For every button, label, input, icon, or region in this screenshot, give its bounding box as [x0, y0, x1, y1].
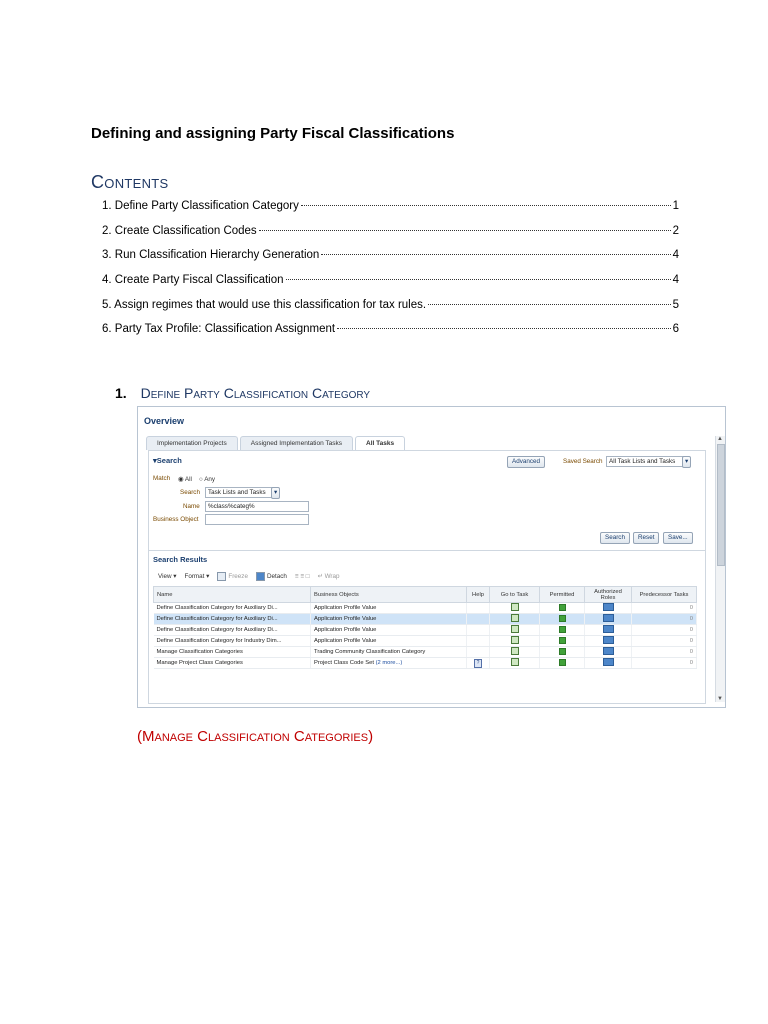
col-help[interactable]: Help: [467, 587, 490, 603]
collapse-icon: ▾: [153, 456, 157, 465]
name-label: Name: [183, 503, 200, 510]
go-to-task-cell[interactable]: [490, 658, 540, 669]
detach-button[interactable]: Detach: [256, 572, 287, 581]
permitted-cell: [540, 603, 585, 614]
col-authorized-roles[interactable]: Authorized Roles: [585, 587, 632, 603]
permitted-cell: [540, 614, 585, 625]
business-object-cell: Application Profile Value: [311, 603, 467, 614]
predecessor-tasks-cell: 0: [632, 647, 697, 658]
toc-entry[interactable]: [102, 323, 679, 348]
authorized-roles-cell[interactable]: [585, 658, 632, 669]
section-number: 1.: [115, 385, 127, 401]
task-tabs: [146, 436, 407, 450]
toc-page-number: 6: [672, 323, 679, 336]
toc-leader: [428, 304, 671, 305]
view-menu[interactable]: View ▾: [158, 573, 177, 580]
section-heading: [115, 385, 370, 401]
roles-icon[interactable]: [603, 614, 614, 622]
authorized-roles-cell[interactable]: [585, 625, 632, 636]
match-all-radio[interactable]: ◉ All: [178, 476, 192, 483]
contents-heading: Contents: [91, 172, 169, 192]
go-to-task-icon[interactable]: [511, 636, 519, 644]
toc-page-number: 1: [672, 200, 679, 212]
toc-entry-title: 3. Run Classification Hierarchy Generation: [102, 249, 320, 262]
roles-icon[interactable]: [603, 603, 614, 611]
go-to-task-cell[interactable]: [490, 614, 540, 625]
authorized-roles-cell[interactable]: [585, 636, 632, 647]
screenshot-caption: (Manage Classification Categories): [137, 728, 374, 745]
tab-assigned-implementation-tasks[interactable]: Assigned Implementation Tasks: [240, 436, 353, 450]
checkmark-icon: [559, 604, 566, 611]
toc-leader: [301, 205, 671, 206]
toc-entry-title: 5. Assign regimes that would use this classification for tax rules.: [102, 298, 427, 311]
help-icon[interactable]: ?: [474, 659, 482, 668]
wrap-button[interactable]: ↵ Wrap: [317, 573, 340, 580]
table-of-contents: [102, 200, 679, 348]
embedded-screenshot: [137, 406, 726, 708]
authorized-roles-cell[interactable]: [585, 614, 632, 625]
tab-implementation-projects[interactable]: Implementation Projects: [146, 436, 238, 450]
task-name-cell[interactable]: Define Classification Category for Industry Dim...: [154, 636, 311, 647]
table-row[interactable]: [154, 658, 697, 669]
checkmark-icon: [559, 626, 566, 633]
checkmark-icon: [559, 615, 566, 622]
go-to-task-cell[interactable]: [490, 636, 540, 647]
col-name[interactable]: Name: [154, 587, 311, 603]
toc-entry-title: 6. Party Tax Profile: Classification Assignment: [102, 323, 336, 336]
roles-icon[interactable]: [603, 636, 614, 644]
business-object-input[interactable]: [205, 514, 309, 525]
toc-page-number: 2: [672, 224, 679, 237]
toc-entry-title: 1. Define Party Classification Category: [102, 200, 299, 212]
col-permitted[interactable]: Permitted: [540, 587, 585, 603]
save-button[interactable]: Save...: [663, 532, 693, 544]
toc-page-number: 4: [672, 274, 679, 287]
roles-icon[interactable]: [603, 647, 614, 655]
results-table: [153, 586, 697, 669]
help-cell: [467, 636, 490, 647]
roles-icon[interactable]: [603, 658, 614, 666]
business-object-label: Business Object: [153, 516, 199, 523]
tasks-panel: [148, 450, 706, 704]
reset-button[interactable]: Reset: [633, 532, 659, 544]
checkmark-icon: [559, 637, 566, 644]
table-row[interactable]: [154, 603, 697, 614]
toc-entry[interactable]: [102, 225, 679, 250]
saved-search-label: Saved Search: [563, 458, 603, 465]
predecessor-tasks-cell: 0: [632, 658, 697, 669]
go-to-task-icon[interactable]: [511, 625, 519, 633]
help-cell: [467, 603, 490, 614]
help-cell: [467, 647, 490, 658]
go-to-task-icon[interactable]: [511, 658, 519, 666]
go-to-task-cell[interactable]: [490, 625, 540, 636]
column-icons[interactable]: ≡ ≡ □: [294, 573, 310, 580]
business-object-cell: Trading Community Classification Category: [311, 647, 467, 658]
scroll-down-icon[interactable]: ▼: [717, 696, 723, 702]
search-type-select[interactable]: Task Lists and Tasks: [205, 487, 273, 498]
checkmark-icon: [559, 659, 566, 666]
more-link[interactable]: (2 more...): [375, 660, 403, 666]
permitted-cell: [540, 658, 585, 669]
scroll-up-icon[interactable]: ▲: [717, 436, 723, 442]
predecessor-tasks-cell: 0: [632, 636, 697, 647]
chevron-down-icon[interactable]: ▾: [682, 456, 691, 468]
table-row[interactable]: [154, 614, 697, 625]
search-results-header: Search Results: [153, 555, 208, 564]
name-input[interactable]: %class%categ%: [205, 501, 309, 512]
predecessor-tasks-cell: 0: [632, 614, 697, 625]
match-any-radio[interactable]: ○ Any: [199, 476, 216, 483]
toc-entry[interactable]: [102, 249, 679, 274]
go-to-task-icon[interactable]: [511, 614, 519, 622]
toc-entry[interactable]: [102, 274, 679, 299]
help-cell[interactable]: [467, 658, 490, 669]
help-cell: [467, 625, 490, 636]
freeze-icon: [217, 572, 226, 581]
go-to-task-icon[interactable]: [511, 603, 519, 611]
business-object-cell: Project Class Code Set (2 more...): [311, 658, 467, 669]
business-object-cell: Application Profile Value: [311, 614, 467, 625]
toc-entry[interactable]: [102, 200, 679, 225]
toc-entry[interactable]: [102, 299, 679, 324]
overview-title: Overview: [144, 416, 185, 426]
task-name-cell[interactable]: Manage Project Class Categories: [154, 658, 311, 669]
toc-leader: [321, 254, 670, 255]
toc-leader: [286, 279, 671, 280]
saved-search-select[interactable]: All Task Lists and Tasks: [606, 456, 684, 467]
permitted-cell: [540, 625, 585, 636]
col-business-objects[interactable]: Business Objects: [311, 587, 467, 603]
permitted-cell: [540, 647, 585, 658]
section-title: Define Party Classification Category: [140, 385, 371, 401]
permitted-cell: [540, 636, 585, 647]
toc-page-number: 5: [672, 298, 679, 311]
toc-entry-title: 2. Create Classification Codes: [102, 224, 257, 237]
chevron-down-icon[interactable]: ▾: [271, 487, 280, 499]
go-to-task-cell[interactable]: [490, 603, 540, 614]
table-row[interactable]: [154, 647, 697, 658]
vertical-scrollbar[interactable]: [715, 436, 725, 702]
business-object-cell: Application Profile Value: [311, 625, 467, 636]
advanced-button[interactable]: Advanced: [507, 456, 545, 468]
table-row[interactable]: [154, 636, 697, 647]
document-title: Defining and assigning Party Fiscal Classifications: [91, 125, 455, 142]
format-menu[interactable]: Format ▾: [184, 573, 210, 580]
business-object-cell: Application Profile Value: [311, 636, 467, 647]
predecessor-tasks-cell: 0: [632, 625, 697, 636]
checkmark-icon: [559, 648, 566, 655]
task-name-cell[interactable]: Define Classification Category for Auxiliary Di...: [154, 625, 311, 636]
search-section-header[interactable]: ▾Search: [153, 456, 182, 465]
search-button[interactable]: Search: [600, 532, 630, 544]
task-name-cell[interactable]: Define Classification Category for Auxiliary Di...: [154, 603, 311, 614]
freeze-button[interactable]: Freeze: [217, 572, 248, 581]
go-to-task-icon[interactable]: [511, 647, 519, 655]
col-go-to-task[interactable]: Go to Task: [490, 587, 540, 603]
toc-page-number: 4: [672, 249, 679, 262]
go-to-task-cell[interactable]: [490, 647, 540, 658]
table-row[interactable]: [154, 625, 697, 636]
predecessor-tasks-cell: 0: [632, 603, 697, 614]
task-name-cell[interactable]: Manage Classification Categories: [154, 647, 311, 658]
table-header-row: [154, 587, 697, 603]
col-predecessor-tasks[interactable]: Predecessor Tasks: [632, 587, 697, 603]
match-label: Match: [153, 475, 171, 482]
search-type-label: Search: [180, 489, 200, 496]
results-toolbar: [158, 572, 340, 581]
detach-icon: [256, 572, 265, 581]
task-name-cell[interactable]: Define Classification Category for Auxiliary Di...: [154, 614, 311, 625]
authorized-roles-cell[interactable]: [585, 647, 632, 658]
toc-leader: [337, 328, 671, 329]
divider: [149, 550, 705, 551]
toc-entry-title: 4. Create Party Fiscal Classification: [102, 274, 284, 287]
authorized-roles-cell[interactable]: [585, 603, 632, 614]
tab-all-tasks[interactable]: All Tasks: [355, 436, 405, 450]
toc-leader: [259, 230, 671, 231]
scroll-thumb[interactable]: [717, 444, 725, 566]
help-cell: [467, 614, 490, 625]
roles-icon[interactable]: [603, 625, 614, 633]
